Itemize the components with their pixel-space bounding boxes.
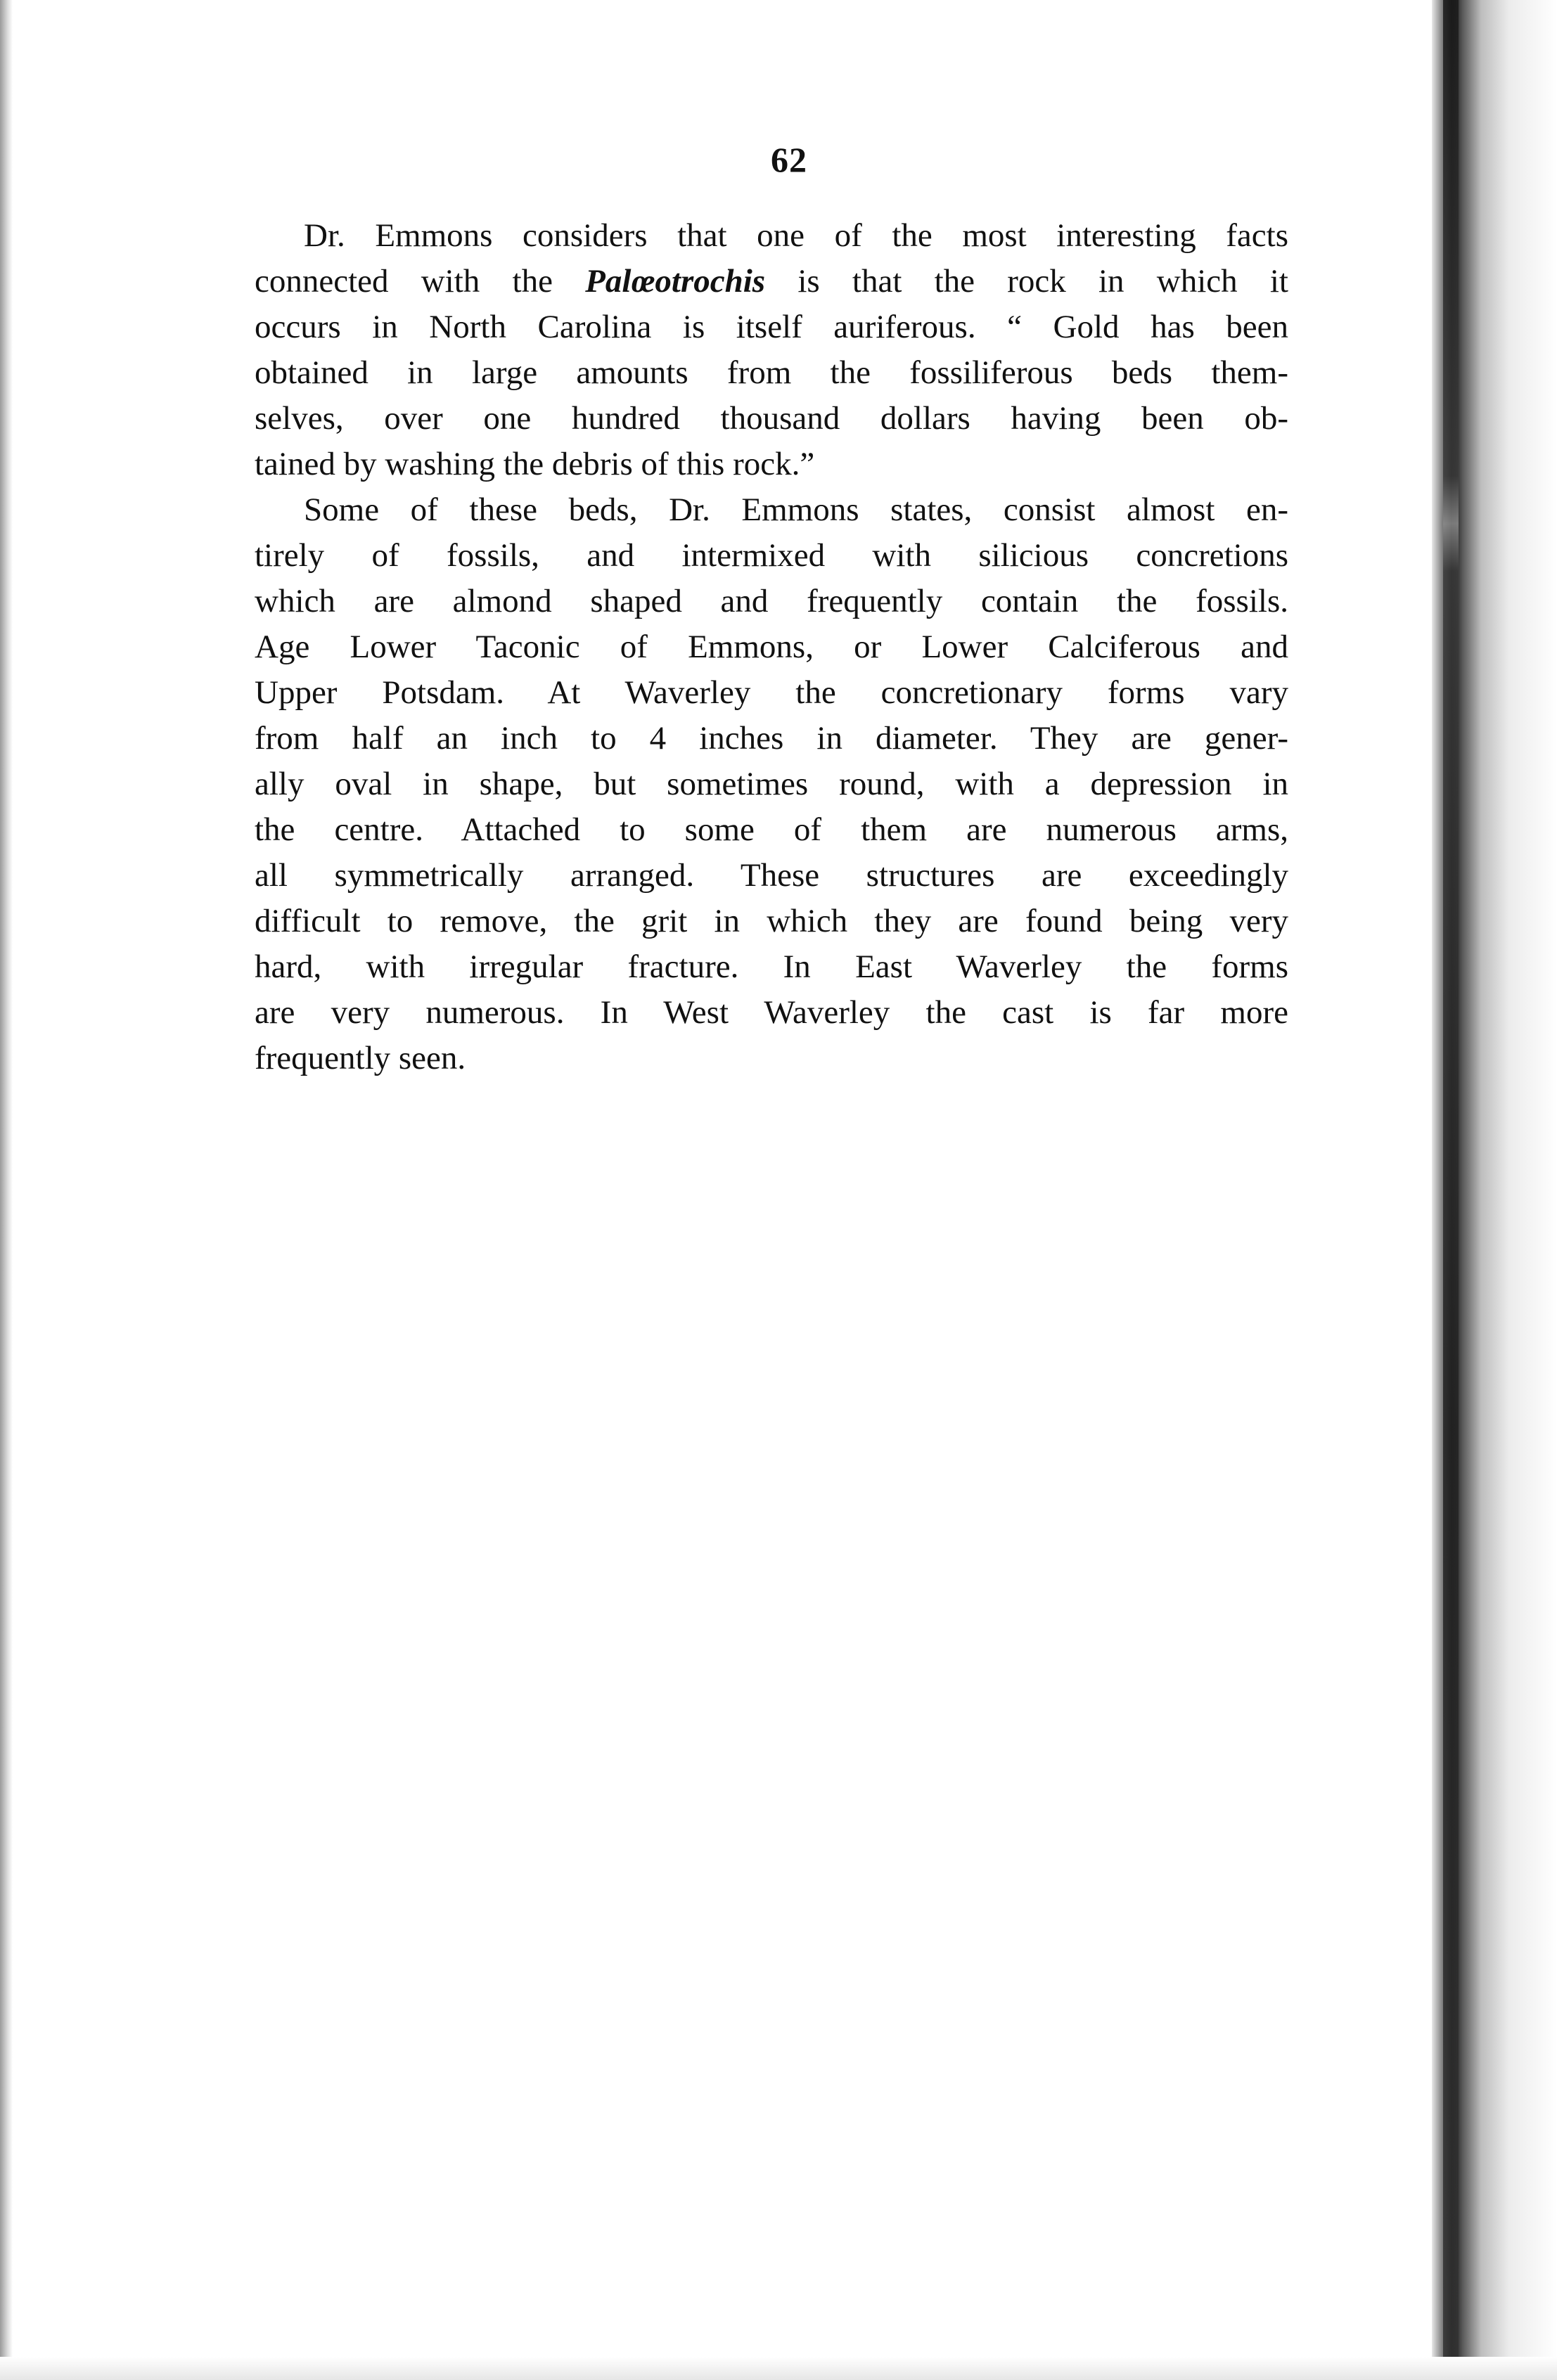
text-line: which are almond shaped and frequently contain the fossils. (255, 583, 1288, 619)
text-line: tirely of fossils, and intermixed with silicious concretions (255, 537, 1288, 574)
page-number: 62 (771, 140, 807, 179)
text-line: ally oval in shape, but sometimes round, with a depression in (255, 766, 1288, 802)
text-line: Age Lower Taconic of Emmons, or Lower Calciferous and (255, 629, 1288, 665)
text-line: occurs in North Carolina is itself auriferous. “ Gold has been (255, 309, 1288, 345)
scan-bottom-edge (0, 2357, 1557, 2380)
text-line: hard, with irregular fracture. In East Waverley the forms (255, 948, 1288, 985)
genus-name: Palœotrochis (585, 263, 766, 300)
text-line: all symmetrically arranged. These structures are exceedingly (255, 857, 1288, 894)
text-line: obtained in large amounts from the fossiliferous beds them- (255, 354, 1288, 391)
text-line (255, 259, 1288, 304)
text-line: are very numerous. In West Waverley the cast is far more (255, 994, 1288, 1031)
text-line: from half an inch to 4 inches in diameter. They are gener- (255, 720, 1288, 757)
text-line: the centre. Attached to some of them are numerous arms, (255, 811, 1288, 848)
paragraph-1 (255, 213, 1288, 487)
scan-left-edge (0, 0, 13, 2380)
text-run: connected with the (255, 263, 586, 300)
text-line: Some of these beds, Dr. Emmons states, consist almost en- (304, 491, 1288, 528)
text-line: Dr. Emmons considers that one of the most interesting facts (304, 217, 1288, 254)
text-line: selves, over one hundred thousand dollars having been ob- (255, 400, 1288, 437)
scan-binding-band (1443, 0, 1459, 2380)
text-line: frequently seen. (255, 1040, 466, 1076)
body-text (255, 213, 1288, 1081)
paragraph-2 (255, 487, 1288, 1081)
text-run: is that the rock in which it (765, 263, 1288, 300)
text-line: Upper Potsdam. At Waverley the concretionary forms vary (255, 674, 1288, 711)
text-line: tained by washing the debris of this rock.” (255, 446, 815, 482)
text-line: difficult to remove, the grit in which they are found being very (255, 903, 1288, 939)
